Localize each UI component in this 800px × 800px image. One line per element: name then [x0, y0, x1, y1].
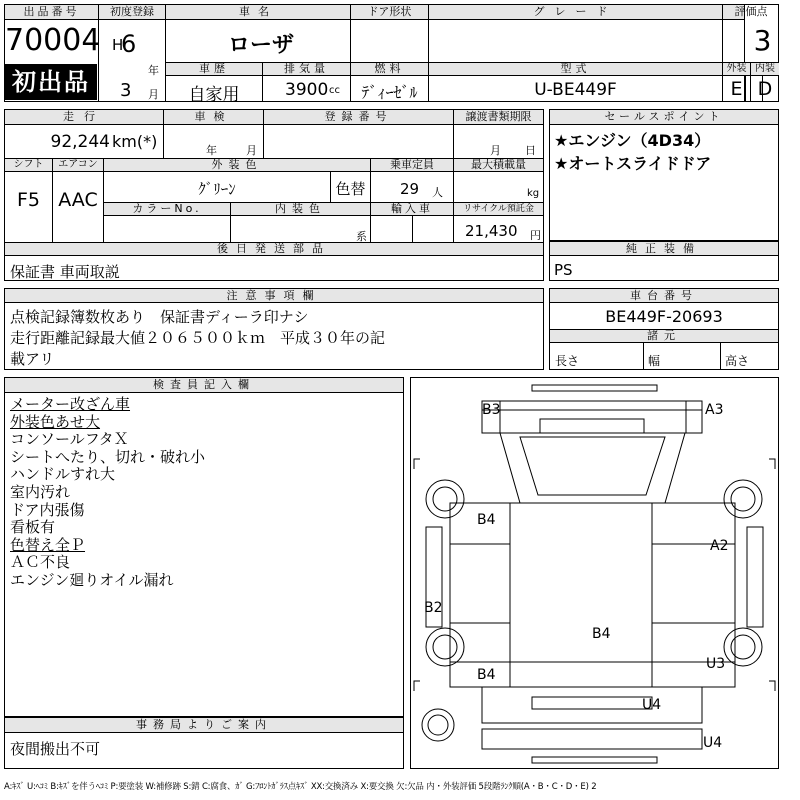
inspection-month-unit: 月 [246, 144, 257, 157]
damage-mark-u4-bottom: U4 [703, 735, 723, 751]
recycle-unit: 円 [530, 229, 541, 242]
interior-grade: D [757, 78, 773, 100]
first-reg-year: 6 [121, 30, 137, 58]
damage-mark-b3: B3 [482, 402, 501, 418]
chassis-number: BE449F-20693 [605, 307, 723, 326]
first-reg-label: 初度登録 [110, 5, 154, 18]
damage-mark-a2: A2 [710, 538, 729, 554]
post-items-label: 後日発送部品 [217, 242, 331, 255]
ac-value: AAC [58, 189, 98, 211]
chassis-label: 車台番号 [630, 289, 698, 302]
door-type-label: ドア形状 [367, 5, 412, 18]
inspector-note-line: メーター改ざん車 [10, 395, 131, 413]
length-label: 長さ [555, 354, 580, 368]
inspector-note-line: エンジン廻りオイル漏れ [10, 571, 174, 589]
car-name-label: 車名 [239, 5, 277, 18]
inspector-note-line: 色替え全Ｐ [10, 535, 86, 554]
inspector-label: 検査員記入欄 [153, 378, 255, 391]
car-name: ローザ [228, 33, 295, 58]
inspector-note-line: シートへたり、切れ・破れ小 [10, 447, 206, 466]
damage-mark-u3: U3 [706, 656, 726, 672]
interior-label: 内装 [755, 63, 775, 74]
reg-no-label: 登録番号 [324, 110, 393, 123]
inspector-note-line: ドア内張傷 [10, 500, 85, 519]
sales-point-2: ★オートスライドドア [554, 154, 712, 173]
office-label: 事務局よりご案内 [136, 718, 272, 731]
displacement-unit: cc [329, 85, 340, 96]
note-line-3: 載アリ [10, 350, 55, 368]
damage-mark-b4-center: B4 [592, 626, 611, 642]
era-prefix: H [112, 36, 124, 54]
damage-mark-a3: A3 [705, 402, 724, 418]
dims-label: 諸元 [647, 329, 681, 342]
damage-mark-b4-rear: B4 [477, 667, 496, 683]
int-color-label: 内装色 [275, 202, 326, 215]
inspector-note-line: 外装色あせ大 [10, 412, 101, 431]
month-unit: 月 [148, 88, 159, 101]
ext-color-label: 外装色 [211, 158, 263, 171]
history-label: 車歴 [199, 62, 229, 75]
fuel-value: ﾃﾞｨｰｾﾞﾙ [361, 83, 418, 102]
note-line-1: 点検記録簿数枚あり 保証書ディーラ印ナシ [10, 308, 309, 326]
inspector-note-line: ＡＣ不良 [10, 553, 71, 572]
lot-number: 70004 [5, 23, 101, 58]
color-change: 色替 [335, 180, 366, 198]
shift-value: F5 [16, 189, 41, 211]
damage-mark-b4-front: B4 [477, 512, 496, 528]
inspector-note-line: ハンドルすれ大 [10, 465, 116, 484]
bus-outline-diagram [410, 377, 779, 769]
transfer-month-unit: 月 [490, 144, 501, 157]
mileage-label: 走行 [63, 110, 105, 123]
color-no-label: カラーNo. [132, 202, 202, 215]
genuine-value: PS [554, 261, 573, 279]
ac-label: エアコン [58, 159, 98, 170]
inspection-year-unit: 年 [206, 144, 217, 157]
legend-text: A:ｷｽﾞ U:ﾍｺﾐ B:ｷｽﾞを伴うﾍｺﾐ P:要塗装 W:補修跡 S:錆 C:腐食、ｶﾞ G:ﾌﾛﾝﾄｶﾞﾗｽ点ｷｽﾞ XX:交換済み X:要交換 欠:欠品 内・外装評価 5段階ﾗﾝｸ順(A・B・C・D・E) 2 [4, 782, 597, 792]
sales-points-label: セールスポイント [604, 110, 724, 123]
score-value: 3 [753, 24, 772, 57]
sales-point-1: ★エンジン（4D34） [554, 131, 711, 150]
mileage-value: 92,244 [50, 132, 110, 152]
import-label: 輸入車 [391, 202, 433, 215]
damage-mark-u4-rear: U4 [642, 697, 662, 713]
inspection-label: 車検 [194, 110, 233, 123]
load-unit: kg [527, 188, 540, 199]
transfer-day-unit: 日 [525, 144, 536, 157]
score-label: 評価点 [734, 5, 768, 18]
grade-label: グレード [533, 5, 618, 18]
capacity-value: 29 [400, 180, 420, 198]
fuel-label: 燃料 [374, 62, 405, 75]
max-load-label: 最大積載量 [471, 158, 526, 171]
transfer-period-label: 譲渡書類期限 [465, 110, 532, 123]
capacity-label: 乗車定員 [390, 158, 434, 171]
recycle-label: リサイクル預託金 [463, 204, 534, 214]
model-code-label: 型式 [560, 62, 591, 75]
genuine-label: 純正装備 [626, 242, 702, 255]
first-reg-month: 3 [120, 80, 132, 101]
history-value: 自家用 [188, 85, 240, 105]
width-label: 幅 [648, 354, 661, 368]
height-label: 高さ [725, 354, 750, 368]
model-code: U-BE449F [534, 80, 617, 100]
exterior-label: 外装 [726, 63, 747, 74]
lot-no-label: 出品番号 [23, 5, 80, 18]
note-line-2: 走行距離記録最大値２０６５００ｋｍ 平成３０年の記 [10, 329, 386, 347]
inspector-note-line: 看板有 [10, 518, 56, 537]
int-color-unit: 系 [356, 230, 367, 243]
damage-mark-b2: B2 [424, 600, 443, 616]
ext-color-value: ｸﾞﾘｰﾝ [198, 180, 236, 198]
post-items-value: 保証書 車両取説 [10, 263, 120, 281]
office-note: 夜間搬出不可 [10, 740, 101, 758]
notes-label: 注意事項欄 [226, 289, 322, 302]
inspector-note-line: 室内汚れ [10, 483, 71, 501]
recycle-fee: 21,430 [465, 222, 518, 240]
year-unit: 年 [148, 64, 159, 77]
mileage-unit: km(*) [112, 132, 158, 151]
capacity-unit: 人 [432, 186, 443, 199]
shift-label: シフト [13, 159, 44, 170]
displacement-label: 排気量 [284, 62, 329, 75]
displacement-value: 3900 [285, 80, 329, 100]
first-listing-badge: 初出品 [5, 64, 97, 100]
inspector-note-line: コンソールフタＸ [10, 430, 129, 449]
exterior-grade: E [730, 78, 743, 100]
